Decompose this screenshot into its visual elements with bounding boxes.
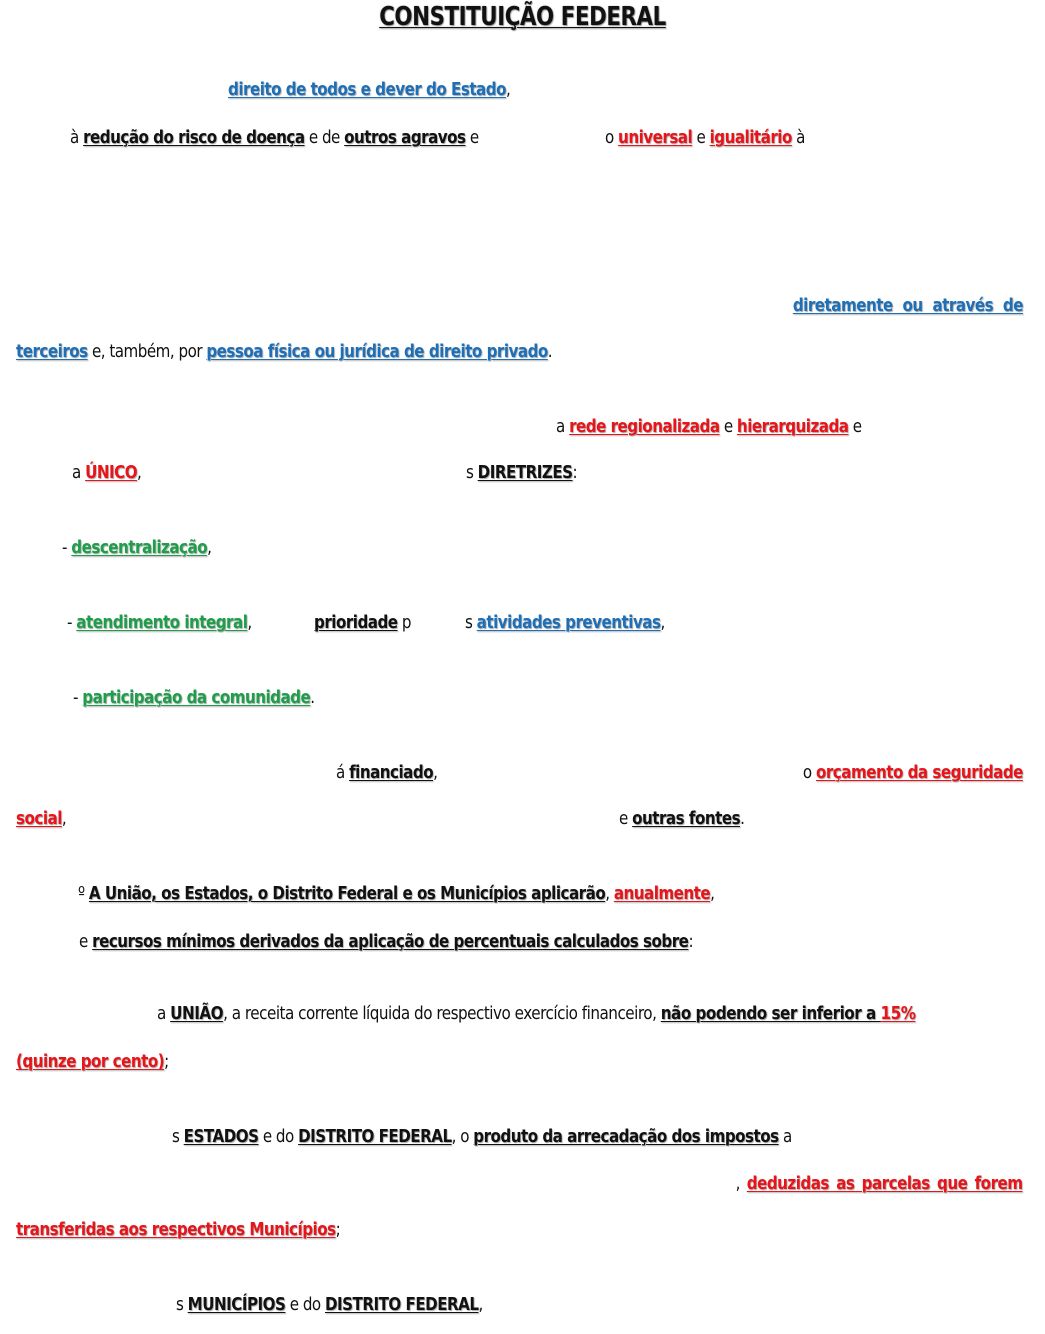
text-line-9	[73, 686, 315, 710]
punct: .	[310, 687, 315, 708]
text-line-16	[172, 1125, 792, 1149]
highlight-municipios: MUNICÍPIOS	[187, 1294, 286, 1315]
text-line-13	[79, 930, 693, 954]
punct: .	[740, 808, 745, 829]
highlight-rede: rede regionalizada	[569, 416, 720, 437]
highlight-participacao: participação da comunidade	[82, 687, 311, 708]
highlight-reducao: redução do risco de doença	[83, 127, 305, 148]
text-line-14	[157, 1002, 915, 1026]
punct: ,	[137, 462, 142, 483]
page-title: CONSTITUIÇÃO FEDERAL	[379, 2, 666, 32]
highlight-deduzidas: deduzidas as parcelas que forem	[747, 1173, 1023, 1194]
highlight-terceiros: terceiros	[16, 341, 88, 362]
highlight-diretrizes: DIRETRIZES	[477, 462, 573, 483]
punct: ;	[164, 1051, 169, 1072]
text: e	[692, 127, 710, 148]
text: o	[605, 127, 619, 148]
highlight-atendimento: atendimento integral	[76, 612, 248, 633]
text-line-5	[556, 415, 862, 439]
highlight-prioridade: prioridade	[314, 612, 398, 633]
highlight-recursos: recursos mínimos derivados da aplicação de percentuais calculados sobre	[92, 931, 689, 952]
text-line-7	[62, 536, 211, 560]
highlight-unico: ÚNICO	[85, 462, 138, 483]
text-line-10a	[336, 761, 437, 785]
highlight-uniao-estados: A União, os Estados, o Distrito Federal e os Municípios aplicarão	[88, 883, 606, 904]
text-line-18	[16, 1218, 340, 1242]
highlight-orcamento: orçamento da seguridade	[816, 762, 1023, 783]
text-line-12	[78, 882, 714, 906]
text-line-8a	[67, 611, 252, 635]
highlight-uniao: UNIÃO	[170, 1003, 224, 1024]
text: s	[465, 612, 477, 633]
text-line-6b	[466, 461, 577, 485]
text: s	[466, 462, 478, 483]
text-line-8c	[465, 611, 665, 635]
highlight-15: 15%	[880, 1003, 916, 1024]
text: a	[72, 462, 86, 483]
text: e, também, por	[87, 341, 207, 362]
text-line-2a	[70, 126, 479, 150]
text-line-3	[793, 294, 1023, 318]
text: e do	[285, 1294, 325, 1315]
text-line-1	[228, 78, 510, 102]
punct: ,	[736, 1173, 748, 1194]
text: -	[73, 687, 83, 708]
text: o	[802, 762, 817, 783]
punct: :	[572, 462, 578, 483]
punct: ,	[207, 537, 212, 558]
punct: ,	[710, 883, 715, 904]
text: à	[70, 127, 84, 148]
highlight-distrito-federal: DISTRITO FEDERAL	[298, 1126, 452, 1147]
highlight-transferidas: transferidas aos respectivos Municípios	[16, 1219, 336, 1240]
highlight-agravos: outros agravos	[344, 127, 466, 148]
highlight-estados: ESTADOS	[183, 1126, 259, 1147]
punct: ,	[660, 612, 665, 633]
text: e do	[258, 1126, 299, 1147]
text-line-11b	[619, 807, 744, 831]
highlight-anualmente: anualmente	[613, 883, 711, 904]
highlight-igualitario: igualitário	[709, 127, 792, 148]
highlight-atividades: atividades preventivas	[476, 612, 661, 633]
highlight-diretamente: diretamente ou através de	[792, 295, 1023, 316]
text-line-2b	[605, 126, 805, 150]
punct: ,	[505, 79, 511, 100]
text-line-15	[16, 1050, 169, 1074]
text: -	[62, 537, 72, 558]
punct: .	[547, 341, 553, 362]
punct: :	[688, 931, 694, 952]
highlight-quinze: (quinze por cento)	[16, 1051, 165, 1072]
text-line-6a	[72, 461, 141, 485]
punct: ,	[433, 762, 438, 783]
text: s	[176, 1294, 188, 1315]
text-line-4	[16, 340, 552, 364]
text: s	[172, 1126, 184, 1147]
text-line-8b	[314, 611, 411, 635]
highlight-produto: produto da arrecadação dos impostos	[473, 1126, 779, 1147]
punct: ,	[247, 612, 252, 633]
text: e	[465, 127, 479, 148]
highlight-social: social	[16, 808, 62, 829]
text: a	[778, 1126, 792, 1147]
highlight-pessoa: pessoa física ou jurídica de direito privado	[206, 341, 548, 362]
text: e	[619, 808, 633, 829]
text: e	[719, 416, 737, 437]
text: a	[157, 1003, 171, 1024]
text: á	[336, 762, 350, 783]
text-line-19	[176, 1293, 483, 1317]
text: , o	[451, 1126, 474, 1147]
highlight-direito: direito de todos e dever do Estado	[228, 79, 506, 100]
highlight-hierarquizada: hierarquizada	[736, 416, 849, 437]
text: , a receita corrente líquida do respectivo exercício financeiro,	[223, 1003, 661, 1024]
highlight-nao-podendo: não podendo ser inferior a	[660, 1003, 881, 1024]
text: e	[79, 931, 93, 952]
text-line-11a	[16, 807, 66, 831]
punct: ,	[61, 808, 67, 829]
highlight-distrito-federal-2: DISTRITO FEDERAL	[324, 1294, 479, 1315]
text-line-17	[736, 1172, 1023, 1196]
highlight-financiado: financiado	[349, 762, 434, 783]
text: a	[556, 416, 570, 437]
highlight-universal: universal	[618, 127, 693, 148]
text: à	[791, 127, 805, 148]
text: p	[397, 612, 411, 633]
punct: ;	[335, 1219, 341, 1240]
highlight-outras-fontes: outras fontes	[632, 808, 741, 829]
highlight-descentralizacao: descentralização	[71, 537, 208, 558]
text: e	[848, 416, 862, 437]
text: e de	[304, 127, 345, 148]
text: º	[78, 883, 89, 904]
punct: ,	[605, 883, 614, 904]
punct: ,	[478, 1294, 483, 1315]
text-line-10b	[803, 761, 1023, 785]
text: -	[67, 612, 77, 633]
